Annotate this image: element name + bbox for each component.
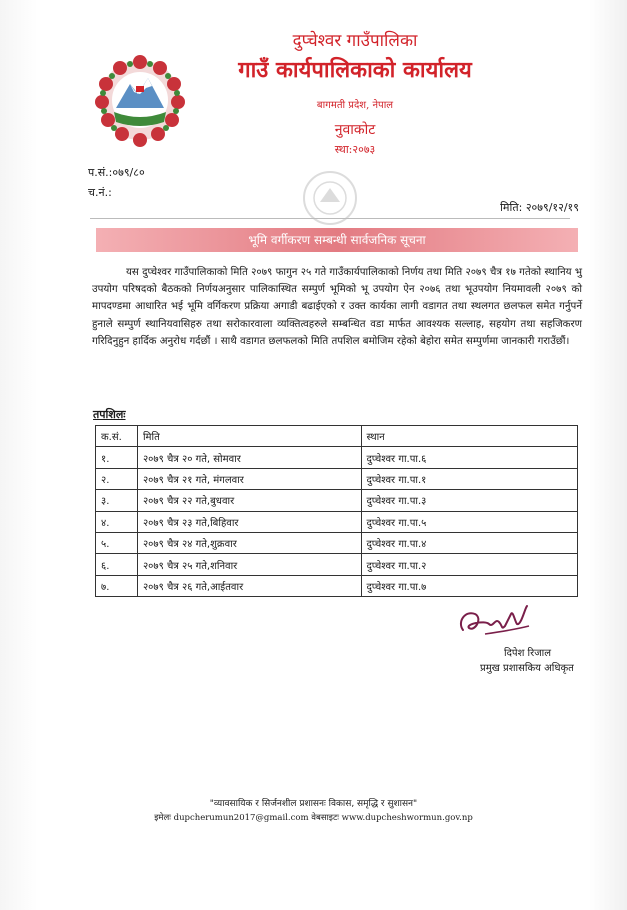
table-row — [96, 490, 578, 511]
signatory-title: प्रमुख प्रशासकिय अधिकृत — [480, 663, 574, 674]
date-cell: २०७९ चैत्र २५ गते,शनिवार — [137, 554, 361, 575]
nepal-emblem-logo — [90, 50, 190, 150]
office-name: गाउँ कार्यपालिकाको कार्यालय — [238, 57, 472, 83]
table-row — [96, 532, 578, 553]
notice-title-banner: भूमि वर्गीकरण सम्बन्धी सार्वजनिक सूचना — [96, 228, 578, 252]
established-year: स्था:२०७३ — [334, 143, 376, 156]
table-row — [96, 468, 578, 489]
location-cell: दुप्चेश्वर गा.पा.५ — [361, 511, 578, 532]
table-row — [96, 575, 578, 596]
municipality-name: दुप्चेश्वर गाउँपालिका — [292, 31, 418, 51]
date-cell: २०७९ चैत्र २३ गते,बिहिवार — [137, 511, 361, 532]
date-cell: २०७९ चैत्र २० गते, सोमवार — [137, 447, 361, 468]
location-cell: दुप्चेश्वर गा.पा.३ — [361, 490, 578, 511]
table-header-row — [96, 426, 578, 447]
location-cell: दुप्चेश्वर गा.पा.६ — [361, 447, 578, 468]
province-name: बागमती प्रदेश, नेपाल — [316, 100, 394, 111]
date-cell: २०७९ चैत्र २२ गते,बुधवार — [137, 490, 361, 511]
location-cell: दुप्चेश्वर गा.पा.४ — [361, 532, 578, 553]
serial-cell: ६. — [96, 554, 138, 575]
serial-cell: ५. — [96, 532, 138, 553]
header-date: मिति — [137, 426, 361, 447]
handwritten-signature — [455, 600, 535, 640]
signatory-name: दिपेश रिजाल — [504, 648, 552, 659]
reference-number: प.सं.:०७९/८० — [88, 166, 145, 179]
divider — [90, 218, 570, 219]
footer-slogan: "व्यावसायिक र सिर्जनशील प्रशासनः विकास, समृद्धि र सुशासन" — [209, 799, 418, 809]
letter-date: मिति: २०७९/१२/१९ — [500, 201, 579, 214]
serial-cell: ४. — [96, 511, 138, 532]
header-serial: क.सं. — [96, 426, 138, 447]
location-cell: दुप्चेश्वर गा.पा.७ — [361, 575, 578, 596]
header-location: स्थान — [361, 426, 578, 447]
faded-stamp — [300, 168, 360, 228]
date-cell: २०७९ चैत्र २४ गते,शुक्रवार — [137, 532, 361, 553]
serial-cell: २. — [96, 468, 138, 489]
table-row — [96, 511, 578, 532]
date-cell: २०७९ चैत्र २१ गते, मंगलवार — [137, 468, 361, 489]
date-cell: २०७९ चैत्र २६ गते,आईतवार — [137, 575, 361, 596]
footer-contact: इमेलः dupcherumun2017@gmail.com वेबसाइटः www.dupcheshwormun.gov.np — [154, 813, 473, 823]
district-name: नुवाकोट — [334, 122, 376, 138]
schedule-caption: तपशिलः — [93, 408, 126, 421]
serial-cell: ७. — [96, 575, 138, 596]
table-row — [96, 554, 578, 575]
location-cell: दुप्चेश्वर गा.पा.१ — [361, 468, 578, 489]
table-row — [96, 447, 578, 468]
dispatch-number: च.नं.: — [88, 186, 112, 199]
location-cell: दुप्चेश्वर गा.पा.२ — [361, 554, 578, 575]
serial-cell: १. — [96, 447, 138, 468]
notice-body: यस दुप्चेश्वर गाउँपालिकाको मिति २०७९ फागुन २५ गते गाउँकार्यपालिकाको निर्णय तथा मिति २०७९ चैत्र १७ गतेको स्थानिय भु उपयोग परिषदको बैठकको निर्णयअनुसार पालिकास्थित सम्पुर्ण भूमिको भू उपयोग ऐन २०७६ तथा भूउपयोग नियमावली २०७९ को मापदण्डमा आधारित भई भूमि वर्गिकरण प्रक्रिया अगाडी बढाईएको र उक्त कार्यका लागी वडागत तथा स्थलगत छलफल समेत गर्नुपर्ने हुनाले सम्पुर्ण स्थानियवासिहरु तथा सरोकारवाला व्यक्तित्वहरुले सम्बन्धित वडा मार्फत आवश्यक सल्लाह, सहयोग तथा सहजिकरण गरिदिनुहुन हार्दिक अनुरोध गर्दछौं । साथै वडागत छलफलको मिति तपशिल बमोजिम रहेको बेहोरा समेत सम्पुर्णमा जानकारी गराउँछौं। — [92, 267, 582, 347]
serial-cell: ३. — [96, 490, 138, 511]
schedule-table — [95, 425, 578, 597]
